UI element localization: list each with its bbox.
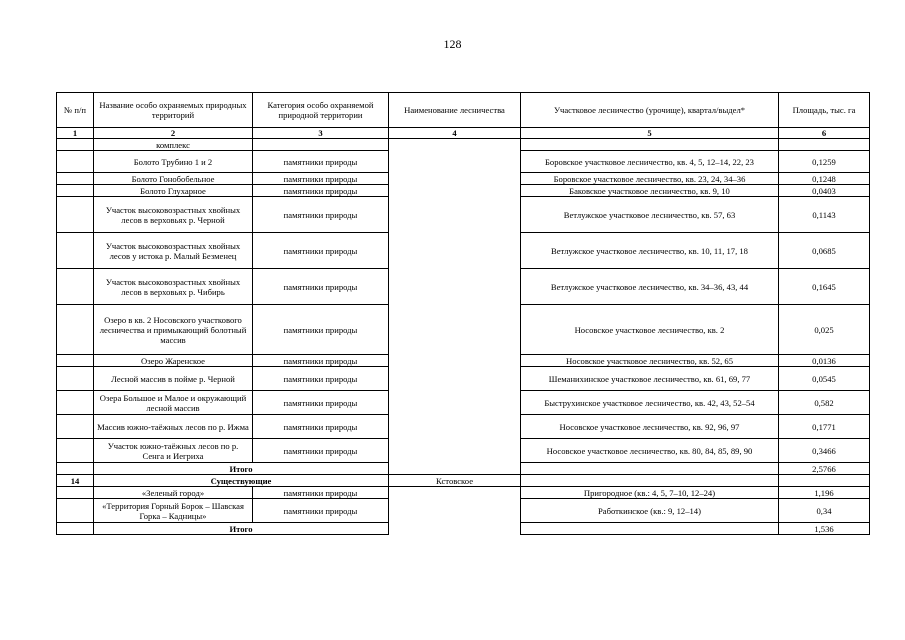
area-category: памятники природы (253, 487, 389, 499)
area-category: памятники природы (253, 269, 389, 305)
area-category: памятники природы (253, 355, 389, 367)
header-category: Категория особо охраняемой природной территории (253, 93, 389, 128)
total-row (57, 463, 870, 475)
colnum-1: 1 (57, 128, 94, 139)
area-name: Озеро Жаренское (94, 355, 253, 367)
area-size: 0,1771 (779, 415, 870, 439)
area-district: Шеманихинское участковое лесничество, кв. 61, 69, 77 (521, 367, 779, 391)
area-district: Пригородное (кв.: 4, 5, 7–10, 12–24) (521, 487, 779, 499)
area-name: Лесной массив в пойме р. Черной (94, 367, 253, 391)
area-size: 1,196 (779, 487, 870, 499)
colnum-5: 5 (521, 128, 779, 139)
area-district: Ветлужское участковое лесничество, кв. 10, 11, 17, 18 (521, 233, 779, 269)
total-area: 1,536 (779, 523, 870, 535)
area-size: 0,0136 (779, 355, 870, 367)
area-size: 0,1143 (779, 197, 870, 233)
area-category: памятники природы (253, 305, 389, 355)
forestry-cell-empty (389, 487, 521, 535)
area-district: Носовское участковое лесничество, кв. 52, 65 (521, 355, 779, 367)
area-size: 0,0403 (779, 185, 870, 197)
area-name: Озеро в кв. 2 Носовского участкового лесничества и примыкающий болотный массив (94, 305, 253, 355)
area-name: Участок южно-таёжных лесов по р. Сенга и Иегриха (94, 439, 253, 463)
area-name: Болото Гонобобельное (94, 173, 253, 185)
area-category: памятники природы (253, 233, 389, 269)
section-row (57, 475, 870, 487)
section-label: Существующие (94, 475, 389, 487)
area-category: памятники природы (253, 173, 389, 185)
colnum-2: 2 (94, 128, 253, 139)
area-category: памятники природы (253, 439, 389, 463)
area-category: памятники природы (253, 499, 389, 523)
table-header-row (57, 93, 870, 128)
area-size: 0,1259 (779, 151, 870, 173)
area-category: памятники природы (253, 185, 389, 197)
area-size: 0,3466 (779, 439, 870, 463)
area-district: Ветлужское участковое лесничество, кв. 57, 63 (521, 197, 779, 233)
area-name: «Территория Горный Борок – Шавская Горка – Кадницы» (94, 499, 253, 523)
area-category: памятники природы (253, 151, 389, 173)
section-forestry: Кстовское (389, 475, 521, 487)
area-district: Боровское участковое лесничество, кв. 4, 5, 12–14, 22, 23 (521, 151, 779, 173)
area-size: 0,582 (779, 391, 870, 415)
column-number-row (57, 128, 870, 139)
page-number: 128 (443, 37, 462, 51)
area-district: Носовское участковое лесничество, кв. 92, 96, 97 (521, 415, 779, 439)
table-row (57, 139, 870, 151)
total-area: 2,5766 (779, 463, 870, 475)
colnum-3: 3 (253, 128, 389, 139)
area-name: Болото Трубино 1 и 2 (94, 151, 253, 173)
area-district: Носовское участковое лесничество, кв. 80, 84, 85, 89, 90 (521, 439, 779, 463)
area-name: Болото Глухарное (94, 185, 253, 197)
continuation-text: комплекс (94, 139, 253, 151)
protected-areas-table (56, 92, 870, 535)
area-size: 0,1645 (779, 269, 870, 305)
total-label: Итого (94, 523, 389, 535)
area-size: 0,0545 (779, 367, 870, 391)
area-district: Ветлужское участковое лесничество, кв. 34–36, 43, 44 (521, 269, 779, 305)
table-row (57, 487, 870, 499)
area-district: Баковское участковое лесничество, кв. 9, 10 (521, 185, 779, 197)
area-size: 0,025 (779, 305, 870, 355)
area-district: Работкинское (кв.: 9, 12–14) (521, 499, 779, 523)
section-number: 14 (57, 475, 94, 487)
total-label: Итого (94, 463, 389, 475)
forestry-cell-empty (389, 139, 521, 463)
header-forestry: Наименование лесничества (389, 93, 521, 128)
area-district: Боровское участковое лесничество, кв. 23, 24, 34–36 (521, 173, 779, 185)
area-district: Быструхинское участковое лесничество, кв. 42, 43, 52–54 (521, 391, 779, 415)
area-size: 0,1248 (779, 173, 870, 185)
header-area: Площадь, тыс. га (779, 93, 870, 128)
header-name: Название особо охраняемых природных территорий (94, 93, 253, 128)
header-district: Участковое лесничество (урочище), квартал/выдел* (521, 93, 779, 128)
area-category: памятники природы (253, 197, 389, 233)
area-name: Участок высоковозрастных хвойных лесов в верховьях р. Чибирь (94, 269, 253, 305)
area-category: памятники природы (253, 367, 389, 391)
area-category: памятники природы (253, 391, 389, 415)
area-category: памятники природы (253, 415, 389, 439)
header-number: № п/п (57, 93, 94, 128)
colnum-6: 6 (779, 128, 870, 139)
area-name: «Зеленый город» (94, 487, 253, 499)
area-name: Массив южно-таёжных лесов по р. Ижма (94, 415, 253, 439)
area-name: Озера Большое и Малое и окружающий лесной массив (94, 391, 253, 415)
area-district: Носовское участковое лесничество, кв. 2 (521, 305, 779, 355)
area-size: 0,0685 (779, 233, 870, 269)
colnum-4: 4 (389, 128, 521, 139)
area-name: Участок высоковозрастных хвойных лесов у истока р. Малый Безменец (94, 233, 253, 269)
area-name: Участок высоковозрастных хвойных лесов в верховьях р. Черной (94, 197, 253, 233)
area-size: 0,34 (779, 499, 870, 523)
